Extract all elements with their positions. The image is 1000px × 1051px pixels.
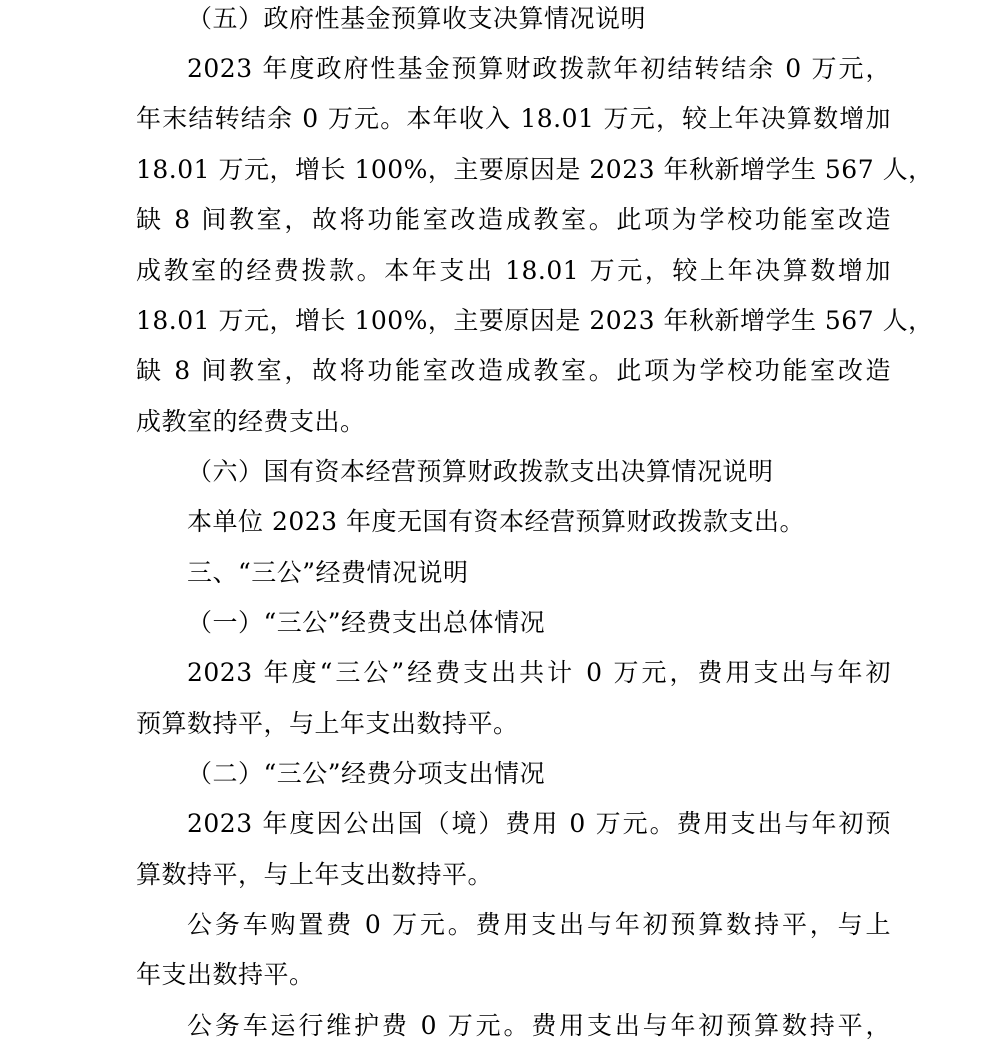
section-heading-3: 三、“三公”经费情况说明: [187, 558, 469, 587]
section-heading-6: （六）国有资本经营预算财政拨款支出决算情况说明: [187, 457, 774, 486]
section-heading-5: （五）政府性基金预算收支决算情况说明: [187, 4, 647, 33]
subsection-heading-2: （二）“三公”经费分项支出情况: [187, 759, 546, 788]
paragraph-line: 年支出数持平。: [136, 960, 315, 989]
subsection-heading-1: （一）“三公”经费支出总体情况: [187, 608, 546, 637]
paragraph-line: 成教室的经费拨款。本年支出 18.01 万元，较上年决算数增加: [136, 256, 891, 285]
paragraph-line: 成教室的经费支出。: [136, 407, 366, 436]
paragraph-line: 2023 年度政府性基金预算财政拨款年初结转结余 0 万元，: [187, 54, 891, 83]
paragraph-line: 18.01 万元，增长 100%，主要原因是 2023 年秋新增学生 567 人，: [136, 155, 934, 184]
paragraph-line: 年末结转结余 0 万元。本年收入 18.01 万元，较上年决算数增加: [136, 104, 891, 133]
paragraph-line: 预算数持平，与上年支出数持平。: [136, 709, 519, 738]
paragraph-line: 本单位 2023 年度无国有资本经营预算财政拨款支出。: [187, 507, 806, 536]
paragraph-line: 18.01 万元，增长 100%，主要原因是 2023 年秋新增学生 567 人，: [136, 306, 934, 335]
paragraph-line: 缺 8 间教室，故将功能室改造成教室。此项为学校功能室改造: [136, 205, 891, 234]
paragraph-line: 公务车运行维护费 0 万元。费用支出与年初预算数持平，: [187, 1011, 891, 1040]
paragraph-line: 公务车购置费 0 万元。费用支出与年初预算数持平，与上: [187, 910, 891, 939]
paragraph-line: 算数持平，与上年支出数持平。: [136, 860, 494, 889]
paragraph-line: 2023 年度因公出国（境）费用 0 万元。费用支出与年初预: [187, 809, 891, 838]
paragraph-line: 2023 年度“三公”经费支出共计 0 万元，费用支出与年初: [187, 658, 891, 687]
paragraph-line: 缺 8 间教室，故将功能室改造成教室。此项为学校功能室改造: [136, 356, 891, 385]
